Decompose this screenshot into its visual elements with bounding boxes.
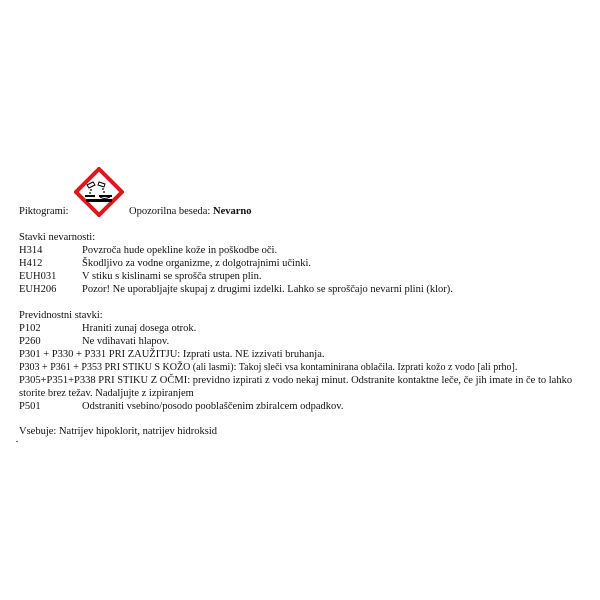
hazard-text: Škodljivo za vodne organizme, z dolgotrajnimi učinki. <box>82 258 312 269</box>
signal-word-line <box>129 205 251 218</box>
precaution-code: P501 <box>19 401 41 412</box>
hazard-code: H314 <box>19 245 43 256</box>
stray-mark <box>16 441 18 442</box>
precaution-row-p102 <box>19 322 196 335</box>
hazard-row-h412 <box>19 257 311 270</box>
hazard-row-h314 <box>19 244 277 257</box>
hazard-code: H412 <box>19 258 43 269</box>
hazard-text: Pozor! Ne uporabljajte skupaj z drugimi izdelki. Lahko se sproščajo nevarni plini (klor). <box>82 284 453 295</box>
signal-word-label: Opozorilna beseda: <box>129 206 211 217</box>
hazard-row-euh031 <box>19 270 261 283</box>
ghs05-corrosive-icon <box>74 167 124 217</box>
precaution-text: Ne vdihavati hlapov. <box>82 336 170 347</box>
precaution-code: P260 <box>19 336 41 347</box>
precaution-row-p301: P301 + P330 + P331 PRI ZAUŽITJU: Izprati usta. NE izzivati bruhanja. <box>19 349 325 360</box>
precaution-code: P102 <box>19 323 41 334</box>
precaution-row-p260 <box>19 335 169 348</box>
hazard-text: V stiku s kislinami se sprošča strupen plin. <box>82 271 262 282</box>
precaution-row-p501 <box>19 400 343 413</box>
hazard-code: EUH206 <box>19 284 57 295</box>
hazard-heading: Stavki nevarnosti: <box>19 232 96 243</box>
precaution-text: Hraniti zunaj dosega otrok. <box>82 323 197 334</box>
precaution-text: Odstraniti vsebino/posodo pooblaščenim zbiralcem odpadkov. <box>82 401 344 412</box>
pictogram-label: Piktogrami: <box>19 206 69 217</box>
precaution-row-p303: P303 + P361 + P353 PRI STIKU S KOŽO (ali lasmi): Takoj sleči vsa kontaminirana oblačila. Izprati kožo z vodo [ali prho]. <box>19 362 518 373</box>
contains-line: Vsebuje: Natrijev hipoklorit, natrijev hidroksid <box>19 426 218 437</box>
precaution-heading: Previdnostni stavki: <box>19 310 103 321</box>
hazard-row-euh206 <box>19 283 453 296</box>
precaution-row-p305: P305+P351+P338 PRI STIKU Z OČMI: previdno izpirati z vodo nekaj minut. Odstranite kontaktne leče, če jih imate in če to lahko storite brez težav. Nadaljujte z izpiranjem <box>19 375 573 399</box>
hazard-code: EUH031 <box>19 271 57 282</box>
signal-word: Nevarno <box>212 206 252 217</box>
hazard-text: Povzroča hude opekline kože in poškodbe oči. <box>82 245 278 256</box>
